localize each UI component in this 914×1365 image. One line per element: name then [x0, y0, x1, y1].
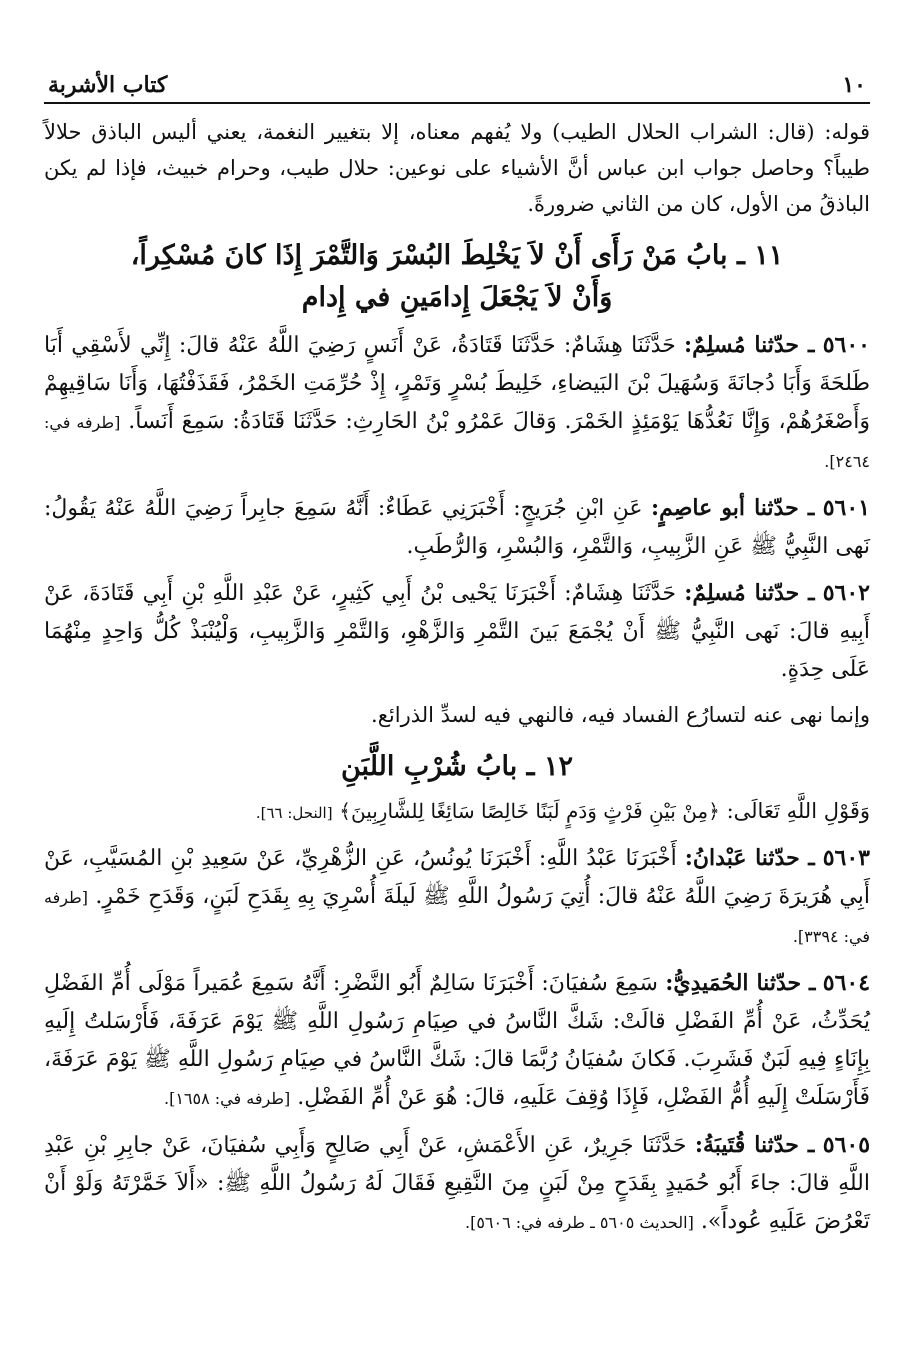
hadith-text: عَنِ ابْنِ جُرَيجٍ: أَخْبَرَنِي عَطَاءٌ: أَنَّهُ سَمِعَ جابِراً رَضِيَ اللَّهُ عَنْهُ يَقُولُ: نَهى النَّبِيُّ ﷺ عَنِ الزَّبِيبِ، وَالتَّمْرِ، وَالبُسْرِ، وَالرُّطَبِ.	[44, 496, 870, 559]
hadith-isnad: ـ حدّثنا الحُمَيدِيُّ:	[665, 970, 816, 996]
hadith-number: ٥٦٠٤	[822, 970, 871, 996]
book-page	[44, 62, 870, 1345]
book-title: كتاب الأشربة	[48, 72, 168, 98]
commentary-paragraph: قوله: (قال: الشراب الحلال الطيب) ولا يُفهم معناه، إلا بتغيير النغمة، يعني أليس الباذق حلالاً طيباً؟ وحاصل جواب ابن عباس أنَّ الأشياء على نوعين: حلال طيب، وحرام خبيث، فإذا لم يكن الباذقُ من الأول، كان من الثاني ضرورةً.	[44, 120, 870, 216]
chapter-12-title: ١٢ ـ بابُ شُرْبِ اللَّبَنِ	[341, 751, 573, 782]
hadith-text: حَدَّثَنَا هِشَامٌ: حَدَّثَنَا قَتَادَةُ، عَنْ أَنَسٍ رَضِيَ اللَّهُ عَنْهُ قالَ: إِنِّي لأَسْقِي أَبَا طَلحَةَ وَأَبَا دُجانَةَ وَسُهَيلَ بْنَ البَيضاءِ، خَلِيطَ بُسْرٍ وَتَمْرٍ، إِذْ حُرِّمَتِ الخَمْرُ، فَقَذَفْتُهَا، وَأَنَا سَاقِيهِمْ وَأَصْغَرُهُمْ، وَإِنَّا نَعُدُّهَا يَوْمَئِذٍ الخَمْرَ. وَقالَ عَمْرُو بْنُ الحَارِثِ: حَدَّثَنَا قَتَادَةُ: سَمِعَ أَنَساً.	[44, 333, 871, 434]
page-body	[44, 114, 870, 1242]
hadith-isnad: ـ حدّثنا مُسلِمٌ:	[684, 332, 815, 358]
hadith-number: ٥٦٠١	[822, 495, 870, 521]
verse-intro: وَقَوْلِ اللَّهِ تَعَالَى:	[726, 799, 870, 823]
hadith-text: سَمِعَ سُفيَانَ: أَخْبَرَنَا سَالِمٌ أَبُو النَّضْرِ: أَنَّهُ سَمِعَ عُمَيراً مَوْلَى أُمِّ الفَضْلِ يُحَدِّثُ، عَنْ أُمِّ الفَضْلِ قالَتْ: شَكَّ النَّاسُ في صِيَامِ رَسُولِ اللَّهِ ﷺ يَوْمَ عَرَفَةَ، فَأَرْسَلتُ إِلَيهِ بِإِنَاءٍ فِيهِ لَبَنٌ فَشَرِبَ. فَكانَ سُفيَانُ رُبَّمَا قالَ: شَكَّ النَّاسُ في صِيَامِ رَسُولِ اللَّهِ ﷺ يَوْمَ عَرَفَةَ، فَأَرْسَلَتْ إِلَيهِ أُمُّ الفَضْلِ، فَإِذَا وُقِفَ عَلَيهِ، قالَ: هُوَ عَنْ أُمِّ الفَضْلِ.	[44, 971, 870, 1110]
verse-reference: [النحل: ٦٦].	[255, 804, 333, 822]
verse-text: ﴿مِنْ بَيْنِ فَرْثٍ وَدَمٍ لَبَنًا خَالِصًا سَائِغًا لِلشَّارِبِينَ﴾	[339, 799, 720, 823]
hadith-isnad: ـ حدّثنا قُتَيبَةُ:	[694, 1132, 815, 1158]
quran-verse-line	[44, 793, 870, 831]
hadith-text: أَخْبَرَنَا عَبْدُ اللَّهِ: أَخْبَرَنَا يُونُسُ، عَنِ الزُّهْرِيِّ، عَنْ سَعِيدِ بْنِ المُسَيَّبِ، عَنْ أَبِي هُرَيرَةَ رَضِيَ اللَّهُ عَنْهُ قالَ: أُتِيَ رَسُولُ اللَّهِ ﷺ لَيلَةَ أُسْرِيَ بِهِ بِقَدَحِ لَبَنٍ، وَقَدَحِ خَمْرٍ.	[44, 846, 870, 909]
hadith-5604	[44, 964, 870, 1118]
hadith-5603	[44, 839, 870, 956]
chapter-11-title: ١١ ـ بابُ مَنْ رَأَى أَنْ لاَ يَخْلِطَ البُسْرَ وَالتَّمْرَ إِذَا كانَ مُسْكِراً،	[130, 240, 784, 271]
chapter-11-subtitle: وَأَنْ لاَ يَجْعَلَ إِدامَينِ في إِدام	[301, 282, 613, 313]
hadith-5601	[44, 489, 870, 566]
hadith-isnad: ـ حدّثنا مُسلِمٌ:	[684, 580, 815, 606]
hadith-isnad: ـ حدّثنا عَبْدانُ:	[684, 845, 815, 871]
hadith-5605	[44, 1126, 870, 1242]
hadith-text: حَدَّثَنَا جَرِيرٌ، عَنِ الأَعْمَشِ، عَنْ أَبِي صَالِحٍ وَأَبِي سُفيَانَ، عَنْ جابِرِ بْنِ عَبْدِ اللَّهِ قالَ: جاءَ أَبُو حُمَيدٍ بِقَدَحٍ مِنْ لَبَنٍ مِنَ النَّقِيعِ فَقَالَ لَهُ رَسُولُ اللَّهِ ﷺ: «أَلاَ خَمَّرْتَهُ وَلَوْ أَنْ تَعْرُضَ عَلَيهِ عُوداً».	[44, 1133, 870, 1234]
hadith-number: ٥٦٠٠	[822, 332, 870, 358]
hadith-number: ٥٦٠٣	[822, 845, 870, 871]
hadith-5602	[44, 574, 870, 689]
hadith-text: حَدَّثَنَا هِشَامٌ: أَخْبَرَنَا يَحْيى بْنُ أَبِي كَثِيرٍ، عَنْ عَبْدِ اللَّهِ بْنِ أَبِي قَتَادَةَ، عَنْ أَبِيهِ قالَ: نَهى النَّبِيُّ ﷺ أَنْ يُجْمَعَ بَينَ التَّمْرِ وَالزَّهْوِ، وَالتَّمْرِ وَالزَّبِيبِ، وَلْيُنْبَذْ كُلُّ وَاحِدٍ مِنْهُمَا عَلَى حِدَةٍ.	[44, 581, 870, 682]
hadith-5600	[44, 326, 870, 481]
hadith-reference: [طرفه في: ٢٤٦٤].	[44, 413, 870, 471]
hadith-reference: [الحديث ٥٦٠٥ ـ طرفه في: ٥٦٠٦].	[465, 1213, 694, 1232]
hadith-isnad: ـ حدّثنا أبو عاصِمٍ:	[650, 495, 815, 521]
commentary-note: وإنما نهى عنه لتسارُع الفساد فيه، فالنهي فيه لسدِّ الذرائع.	[371, 703, 870, 727]
page-number: ١٠	[842, 72, 866, 98]
hadith-number: ٥٦٠٥	[822, 1132, 871, 1158]
page-header	[44, 62, 870, 104]
hadith-number: ٥٦٠٢	[822, 580, 870, 606]
hadith-reference: [طرفه في: ٣٣٩٤].	[44, 888, 870, 946]
hadith-reference: [طرفه في: ١٦٥٨].	[164, 1089, 291, 1108]
